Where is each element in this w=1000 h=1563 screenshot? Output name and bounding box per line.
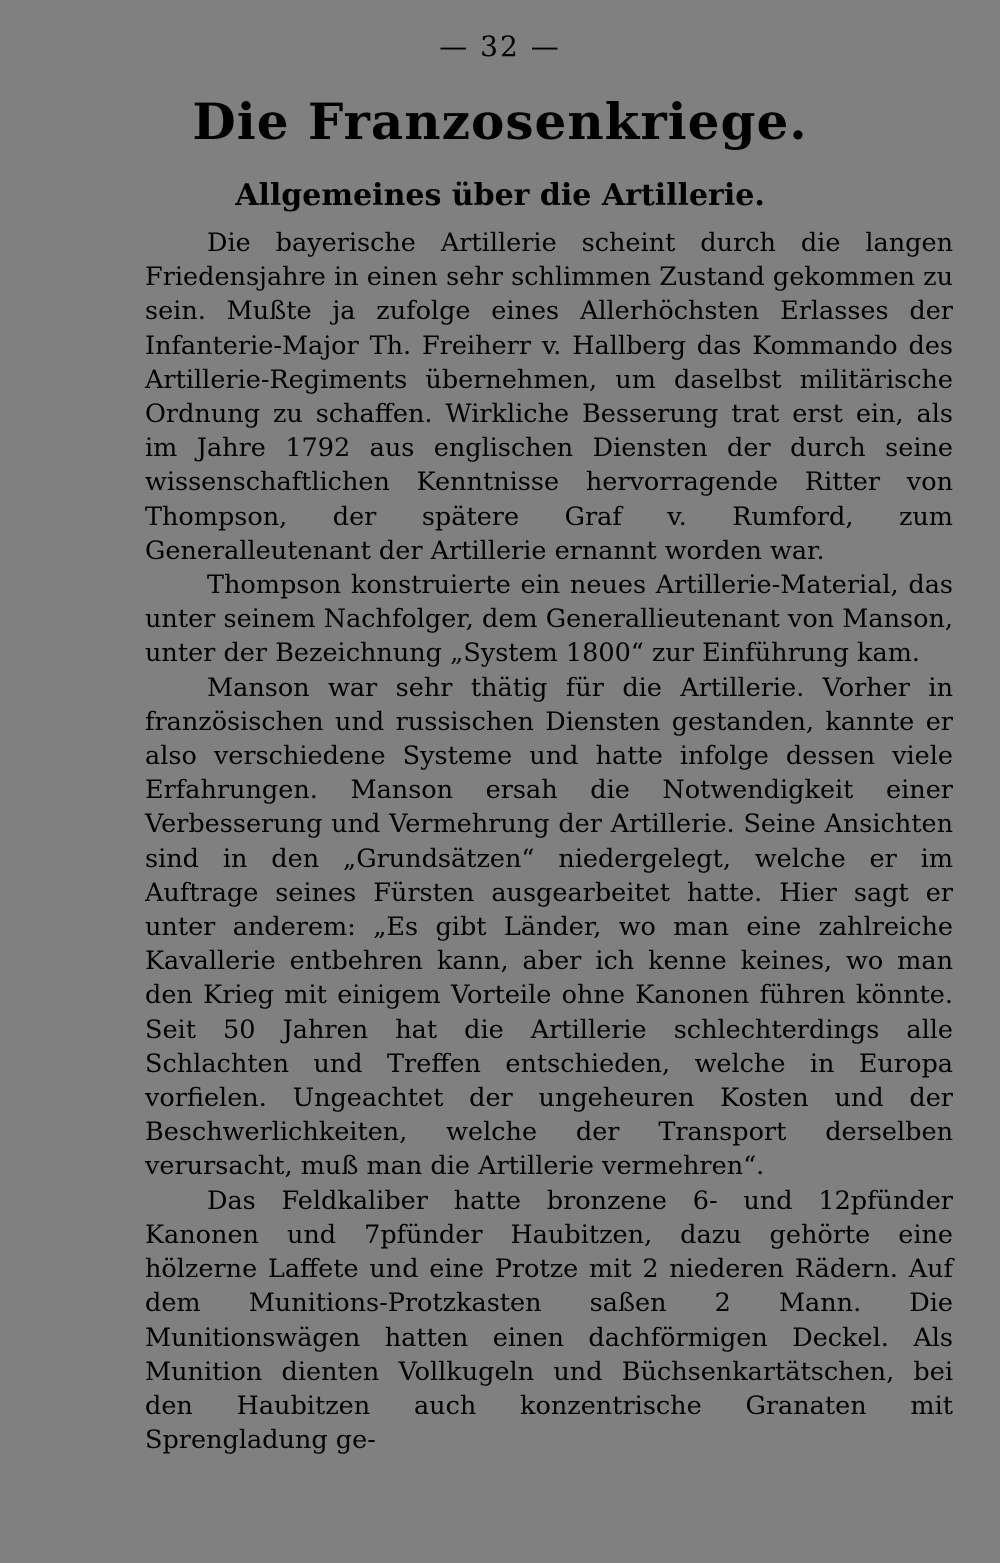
body-text [145,226,953,1457]
section-subtitle: Allgemeines über die Artillerie. [235,178,765,213]
page-number: — 32 — [439,30,561,63]
paragraph: Thompson konstruierte ein neues Artillerie-Material, das unter seinem Nachfolger, dem Generallieutenant von Manson, unter der Bezeichnung „System 1800“ zur Einführung kam. [145,570,953,669]
paragraph: Die bayerische Artillerie scheint durch die langen Friedensjahre in einen sehr schlimmen Zustand gekommen zu sein. Mußte ja zufolge eines Allerhöchsten Erlasses der Infanterie-Major Th. Freiherr v. Hallberg das Kommando des Artillerie-Regiments übernehmen, um daselbst militärische Ordnung zu schaffen. Wirkliche Besserung trat erst ein, als im Jahre 1792 aus englischen Diensten der durch seine wissenschaftlichen Kenntnisse hervorragende Ritter von Thompson, der spätere Graf v. Rumford, zum Generalleutenant der Artillerie ernannt worden war. [145,228,953,566]
paragraph: Manson war sehr thätig für die Artillerie. Vorher in französischen und russischen Diensten gestanden, kannte er also verschiedene Systeme und hatte infolge dessen viele Erfahrungen. Manson ersah die Notwendigkeit einer Verbesserung und Vermehrung der Artillerie. Seine Ansichten sind in den „Grundsätzen“ niedergelegt, welche er im Auftrage seines Fürsten ausgearbeitet hatte. Hier sagt er unter anderem: „Es gibt Länder, wo man eine zahlreiche Kavallerie entbehren kann, aber ich kenne keines, wo man den Krieg mit einigem Vorteile ohne Kanonen führen könnte. Seit 50 Jahren hat die Artillerie schlechterdings alle Schlachten und Treffen entschieden, welche in Europa vorfielen. Ungeachtet der ungeheuren Kosten und der Beschwerlichkeiten, welche der Transport derselben verursacht, muß man die Artillerie vermehren“. [145,672,953,1182]
page-title: Die Franzosenkriege. [192,92,808,151]
paragraph: Das Feldkaliber hatte bronzene 6- und 12pfünder Kanonen und 7pfünder Haubitzen, dazu gehörte eine hölzerne Laffete und eine Protze mit 2 niederen Rädern. Auf dem Munitions-Protzkasten saßen 2 Mann. Die Munitionswägen hatten einen dachförmigen Deckel. Als Munition dienten Vollkugeln und Büchsenkartätschen, bei den Haubitzen auch konzentrische Granaten mit Sprengladung ge- [145,1185,953,1456]
